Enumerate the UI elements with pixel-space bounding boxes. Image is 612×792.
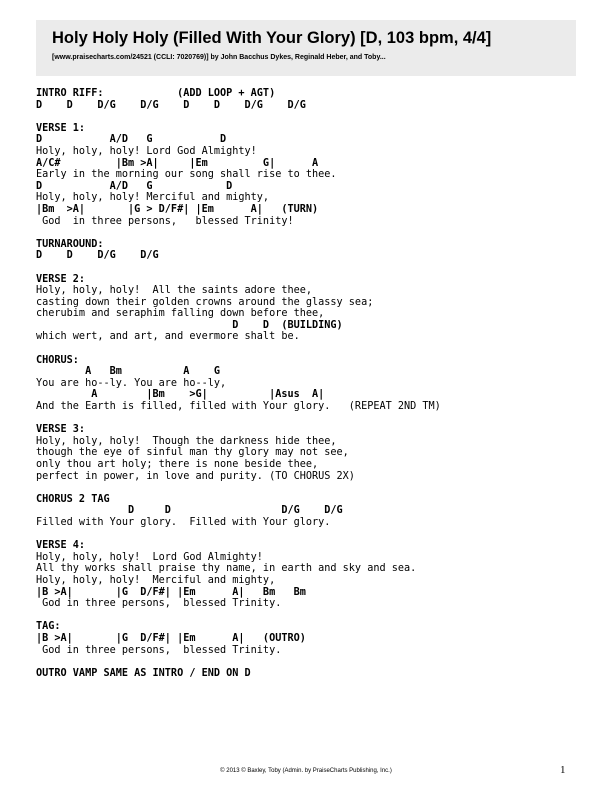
lyric-line: Holy, holy, holy! All the saints adore thee, <box>36 285 313 297</box>
chord-line: |B >A| |G D/F#| |Em A| (OUTRO) <box>36 632 306 644</box>
lyric-line: though the eye of sinful man thy glory may not see, <box>36 447 349 459</box>
chord-line: CHORUS 2 TAG <box>36 493 110 505</box>
chord-line: D D D/G D/G <box>36 505 343 517</box>
chord-line: A |Bm >G| |Asus A| <box>36 389 325 401</box>
chord-line: TAG: <box>36 621 61 633</box>
chord-line: VERSE 1: <box>36 122 86 134</box>
lyric-line: Filled with Your glory. Filled with Your glory. <box>36 516 331 528</box>
chord-line: CHORUS: <box>36 354 79 366</box>
blank-line <box>36 610 596 622</box>
song-credits: [www.praisecharts.com/24521 (CCLI: 7020769)] by John Bacchus Dykes, Reginald Heber, and Toby... <box>52 54 386 61</box>
chord-line: D D D/G D/G <box>36 250 159 262</box>
chord-line: D D (BUILDING) <box>36 319 343 331</box>
lyric-line: God in three persons, blessed Trinity. <box>36 644 282 656</box>
chord-line: VERSE 2: <box>36 273 86 285</box>
lyric-line: God in three persons, blessed Trinity. <box>36 598 282 610</box>
blank-line <box>36 111 596 123</box>
page-number: 1 <box>560 764 566 776</box>
lyric-line: Holy, holy, holy! Though the darkness hide thee, <box>36 435 337 447</box>
chord-line: TURNAROUND: <box>36 238 104 250</box>
chord-line: VERSE 4: <box>36 540 86 552</box>
lyric-line: Holy, holy, holy! Merciful and mighty, <box>36 574 276 586</box>
song-header <box>36 20 576 76</box>
chord-line: A/C# |Bm >A| |Em G| A <box>36 157 319 169</box>
lyric-line: Holy, holy, holy! Lord God Almighty! <box>36 551 263 563</box>
chord-line: A Bm A G <box>36 366 221 378</box>
blank-line <box>36 482 596 494</box>
copyright-footer: © 2013 © Baxley, Toby (Admin. by PraiseCharts Publishing, Inc.) <box>220 768 392 774</box>
blank-line <box>36 227 596 239</box>
chord-line: |Bm >A| |G > D/F#| |Em A| (TURN) <box>36 203 319 215</box>
blank-line <box>36 529 596 541</box>
chord-line: OUTRO VAMP SAME AS INTRO / END ON D <box>36 667 251 679</box>
chord-line: |B >A| |G D/F#| |Em A| Bm Bm <box>36 586 306 598</box>
lyric-line: All thy works shall praise thy name, in earth and sky and sea. <box>36 563 417 575</box>
chord-line: D A/D G D <box>36 134 227 146</box>
song-title: Holy Holy Holy (Filled With Your Glory) [D, 103 bpm, 4/4] <box>52 29 492 47</box>
lyric-line: perfect in power, in love and purity. (TO CHORUS 2X) <box>36 470 355 482</box>
chord-line: INTRO RIFF: (ADD LOOP + AGT) <box>36 88 276 99</box>
chord-line: D A/D G D <box>36 180 233 192</box>
lyric-line: You are ho--ly. You are ho--ly, <box>36 377 227 389</box>
lyric-line: Holy, holy, holy! Merciful and mighty, <box>36 192 270 204</box>
blank-line <box>36 656 596 668</box>
lyric-line: God in three persons, blessed Trinity! <box>36 215 294 227</box>
blank-line <box>36 262 596 274</box>
chord-line: D D D/G D/G D D D/G D/G <box>36 99 306 111</box>
chord-sheet <box>36 88 596 679</box>
lyric-line: casting down their golden crowns around the glassy sea; <box>36 296 374 308</box>
lyric-line: cherubim and seraphim falling down before thee, <box>36 308 325 320</box>
blank-line <box>36 343 596 355</box>
lyric-line: Early in the morning our song shall rise to thee. <box>36 169 337 181</box>
lyric-line: Holy, holy, holy! Lord God Almighty! <box>36 145 257 157</box>
lyric-line: which wert, and art, and evermore shalt be. <box>36 331 300 343</box>
lyric-line: only thou art holy; there is none beside thee, <box>36 459 319 470</box>
blank-line <box>36 413 596 425</box>
lyric-line: And the Earth is filled, filled with Your glory. (REPEAT 2ND TM) <box>36 401 441 413</box>
chord-line: VERSE 3: <box>36 424 86 436</box>
